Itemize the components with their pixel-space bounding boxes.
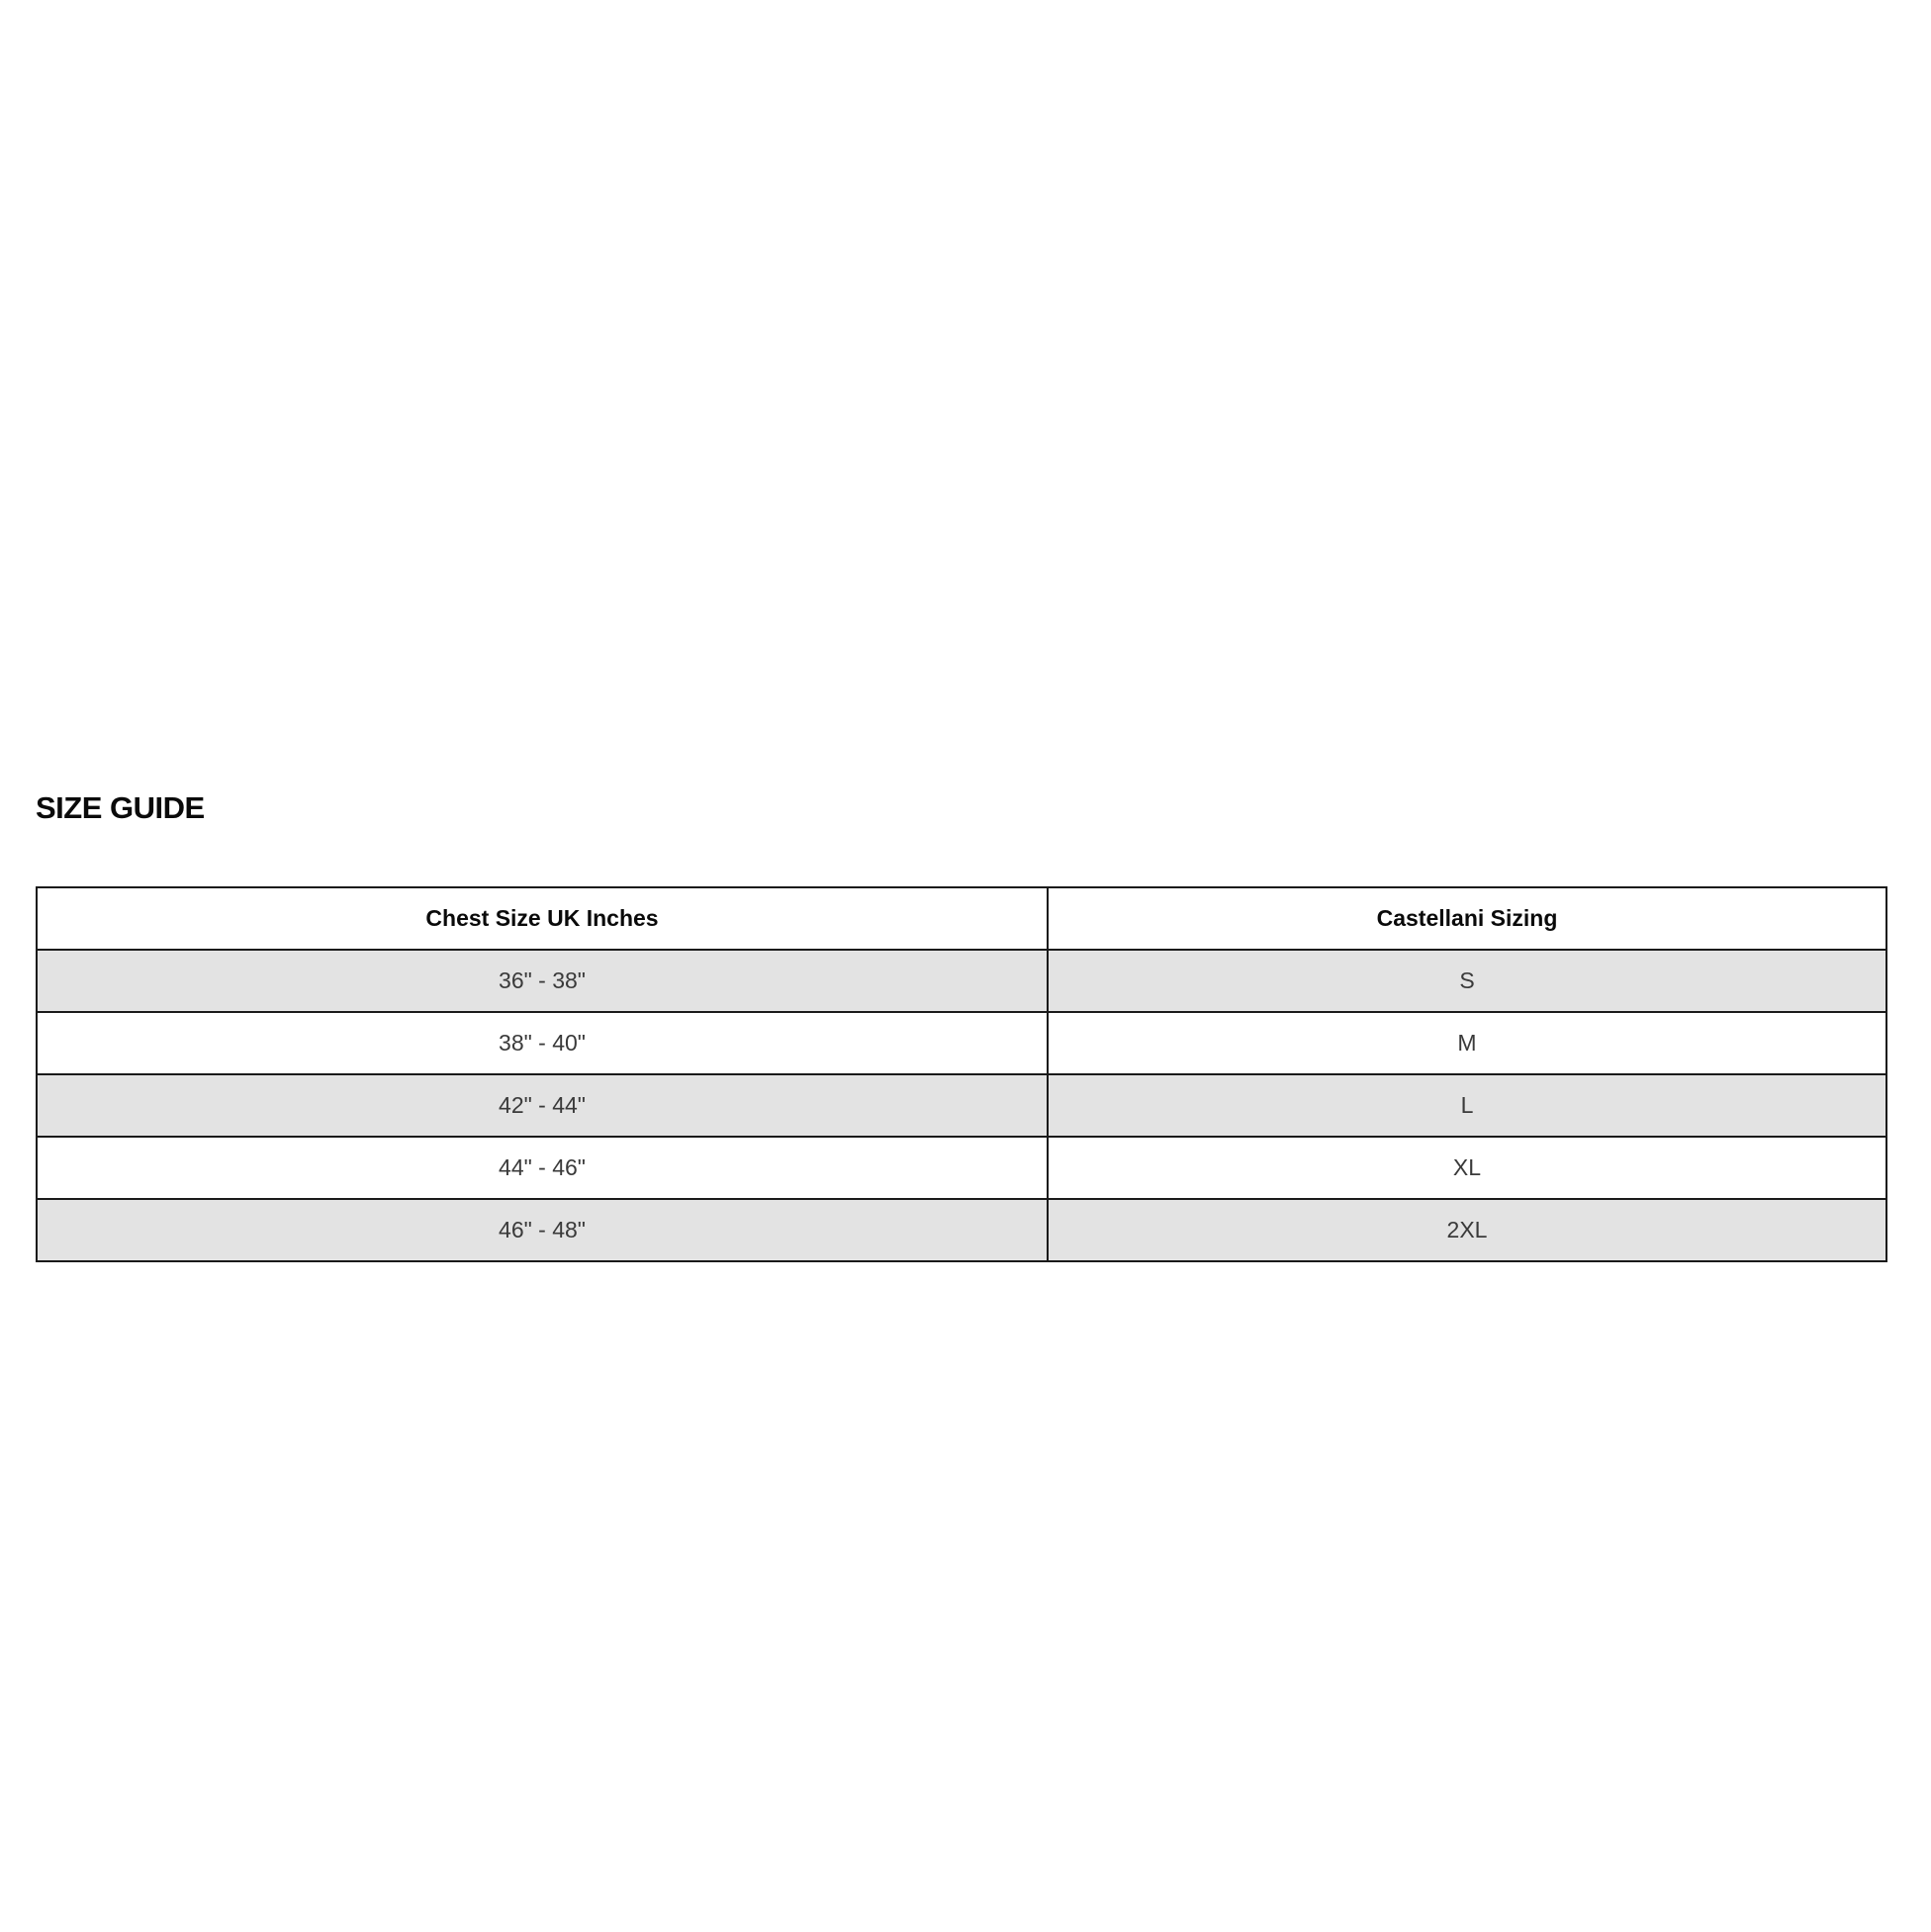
- castellani-size-cell: XL: [1048, 1137, 1886, 1199]
- size-guide-section: [36, 782, 1885, 1242]
- chest-size-cell: 42" - 44": [37, 1074, 1048, 1137]
- table-row: [37, 1199, 1886, 1261]
- page-title: SIZE GUIDE: [36, 790, 205, 825]
- table-header-row: [37, 887, 1886, 950]
- chest-size-cell: 44" - 46": [37, 1137, 1048, 1199]
- castellani-size-cell: L: [1048, 1074, 1886, 1137]
- size-guide-table: [36, 886, 1887, 1262]
- column-header-chest-size: Chest Size UK Inches: [37, 887, 1048, 950]
- chest-size-cell: 36" - 38": [37, 950, 1048, 1012]
- table-row: [37, 1074, 1886, 1137]
- castellani-size-cell: S: [1048, 950, 1886, 1012]
- table-row: [37, 1137, 1886, 1199]
- table-row: [37, 1012, 1886, 1074]
- column-header-castellani-sizing: Castellani Sizing: [1048, 887, 1886, 950]
- castellani-size-cell: M: [1048, 1012, 1886, 1074]
- chest-size-cell: 38" - 40": [37, 1012, 1048, 1074]
- castellani-size-cell: 2XL: [1048, 1199, 1886, 1261]
- table-row: [37, 950, 1886, 1012]
- chest-size-cell: 46" - 48": [37, 1199, 1048, 1261]
